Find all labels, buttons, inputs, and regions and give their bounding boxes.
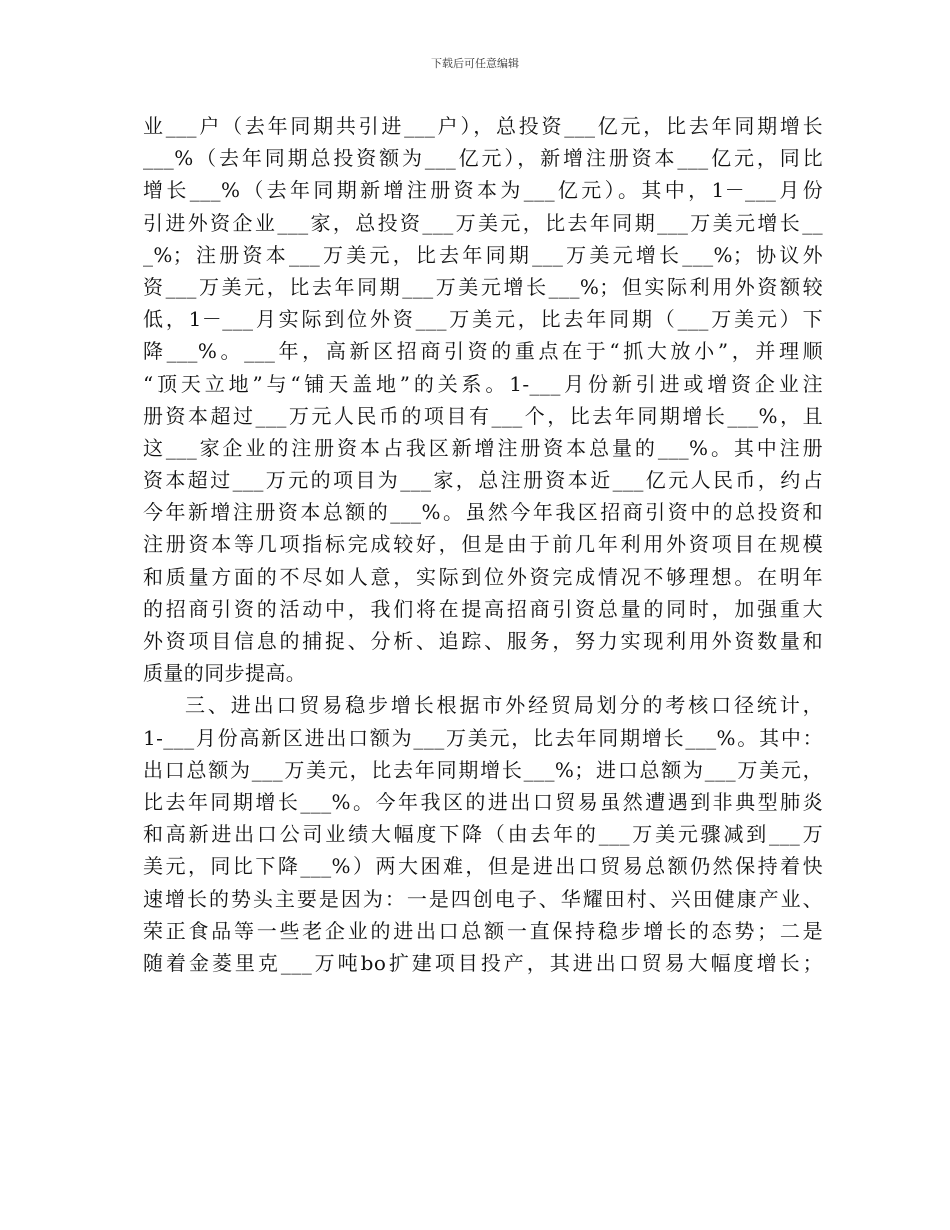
text-line: 随着金菱里克___万吨bo扩建项目投产，其进出口贸易大幅度增长；	[143, 950, 823, 975]
text-line: 册资本超过___万元人民币的项目有___个，比去年同期增长___%，且	[143, 403, 823, 428]
text-line: 引进外资企业___家，总投资___万美元，比去年同期___万美元增长__	[143, 210, 823, 235]
text-line: 外资项目信息的捕捉、分析、追踪、服务，努力实现利用外资数量和	[143, 629, 823, 653]
text-line: 资___万美元，比去年同期___万美元增长___%；但实际利用外资额较	[143, 274, 823, 299]
text-line: _%；注册资本___万美元，比去年同期___万美元增长___%；协议外	[143, 242, 823, 267]
text-line: 1-___月份高新区进出口额为___万美元，比去年同期增长___%。其中：	[143, 725, 823, 750]
body-text	[143, 110, 823, 979]
paragraph	[143, 110, 823, 689]
text-line: 业___户（去年同期共引进___户），总投资___亿元，比去年同期增长	[143, 114, 823, 138]
text-line: 荣正食品等一些老企业的进出口总额一直保持稳步增长的态势；二是	[143, 918, 823, 943]
text-line: 这___家企业的注册资本占我区新增注册资本总量的___%。其中注册	[143, 435, 823, 460]
text-line: 美元，同比下降___%）两大困难，但是进出口贸易总额仍然保持着快	[143, 854, 823, 879]
text-line: 降___%。___年，高新区招商引资的重点在于“抓大放小”，并理顺	[143, 339, 823, 364]
text-line: 和质量方面的不尽如人意，实际到位外资完成情况不够理想。在明年	[143, 564, 823, 589]
page-header: 下载后可任意编辑	[431, 57, 519, 70]
text-line: 和高新进出口公司业绩大幅度下降（由去年的___万美元骤减到___万	[143, 822, 823, 847]
text-line: 注册资本等几项指标完成较好，但是由于前几年利用外资项目在规模	[143, 532, 823, 557]
text-line: 质量的同步提高。	[143, 661, 307, 686]
text-line: “顶天立地”与“铺天盖地”的关系。1-___月份新引进或增资企业注	[143, 371, 823, 396]
paragraph	[143, 689, 823, 979]
text-line: 比去年同期增长___%。今年我区的进出口贸易虽然遭遇到非典型肺炎	[143, 789, 823, 814]
text-line: 的招商引资的活动中，我们将在提高招商引资总量的同时，加强重大	[143, 596, 823, 621]
text-line: 低，1－___月实际到位外资___万美元，比去年同期（___万美元）下	[143, 307, 823, 332]
text-line: 出口总额为___万美元，比去年同期增长___%；进口总额为___万美元，	[143, 757, 823, 782]
text-line: ___%（去年同期总投资额为___亿元），新增注册资本___亿元，同比	[143, 146, 823, 171]
text-line: 三、进出口贸易稳步增长根据市外经贸局划分的考核口径统计，	[185, 693, 823, 718]
text-line: 增长___%（去年同期新增注册资本为___亿元）。其中，1－___月份	[143, 178, 823, 203]
text-line: 资本超过___万元的项目为___家，总注册资本近___亿元人民币，约占	[143, 468, 823, 493]
text-line: 今年新增注册资本总额的___%。虽然今年我区招商引资中的总投资和	[143, 500, 823, 525]
text-line: 速增长的势头主要是因为：一是四创电子、华耀田村、兴田健康产业、	[143, 886, 823, 911]
